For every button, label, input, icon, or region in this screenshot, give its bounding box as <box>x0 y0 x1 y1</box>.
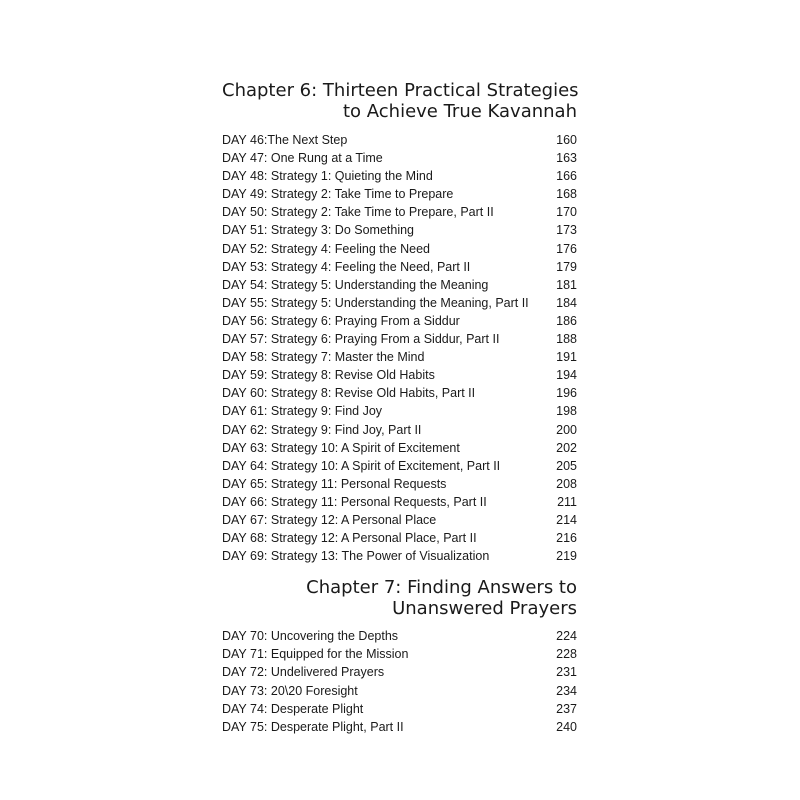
toc-entry-title: DAY 63: Strategy 10: A Spirit of Excitement <box>222 440 460 455</box>
toc-entry-page-number: 188 <box>556 332 577 347</box>
toc-entry-page-number: 205 <box>556 458 577 473</box>
table-of-contents <box>222 80 577 736</box>
toc-entry <box>222 439 577 457</box>
toc-entry <box>222 167 577 185</box>
toc-entry-title: DAY 68: Strategy 12: A Personal Place, Part II <box>222 531 477 546</box>
toc-entry-title: DAY 75: Desperate Plight, Part II <box>222 719 404 734</box>
toc-entry-title: DAY 67: Strategy 12: A Personal Place <box>222 512 437 527</box>
chapter-7-entry-list <box>222 627 577 736</box>
toc-entry <box>222 511 577 529</box>
chapter-7-section <box>222 577 577 736</box>
toc-entry-title: DAY 53: Strategy 4: Feeling the Need, Part II <box>222 259 471 274</box>
toc-entry-title: DAY 70: Uncovering the Depths <box>222 629 399 644</box>
toc-entry-page-number: 166 <box>556 169 577 184</box>
toc-entry-page-number: 228 <box>556 647 577 662</box>
toc-entry-page-number: 173 <box>556 223 577 238</box>
toc-entry-title: DAY 61: Strategy 9: Find Joy <box>222 404 383 419</box>
toc-entry-page-number: 237 <box>556 701 577 716</box>
toc-entry <box>222 221 577 239</box>
toc-entry-title: DAY 47: One Rung at a Time <box>222 151 383 166</box>
toc-entry-title: DAY 51: Strategy 3: Do Something <box>222 223 415 238</box>
toc-entry-page-number: 179 <box>556 259 577 274</box>
toc-entry <box>222 645 577 663</box>
toc-entry <box>222 384 577 402</box>
toc-entry-title: DAY 57: Strategy 6: Praying From a Siddur, Part II <box>222 332 500 347</box>
toc-entry-title: DAY 62: Strategy 9: Find Joy, Part II <box>222 422 422 437</box>
toc-entry <box>222 276 577 294</box>
toc-entry-title: DAY 74: Desperate Plight <box>222 701 364 716</box>
toc-entry <box>222 457 577 475</box>
toc-entry-title: DAY 54: Strategy 5: Understanding the Meaning <box>222 277 489 292</box>
chapter-heading-line: Chapter 6: Thirteen Practical Strategies <box>222 80 579 101</box>
toc-entry-title: DAY 50: Strategy 2: Take Time to Prepare, Part II <box>222 205 494 220</box>
chapter-6-entry-list <box>222 131 577 565</box>
toc-entry <box>222 402 577 420</box>
toc-entry <box>222 240 577 258</box>
toc-entry <box>222 627 577 645</box>
chapter-7-heading <box>222 577 577 619</box>
toc-entry <box>222 330 577 348</box>
toc-entry-page-number: 219 <box>556 549 577 564</box>
toc-entry-page-number: 191 <box>556 350 577 365</box>
toc-entry-page-number: 176 <box>556 241 577 256</box>
toc-entry-page-number: 160 <box>556 133 577 147</box>
toc-entry-page-number: 231 <box>556 665 577 680</box>
toc-entry-page-number: 181 <box>556 277 577 292</box>
toc-entry <box>222 131 577 149</box>
toc-entry-page-number: 234 <box>556 683 577 698</box>
toc-entry-title: DAY 55: Strategy 5: Understanding the Meaning, Part II <box>222 295 529 310</box>
toc-entry-page-number: 170 <box>556 205 577 220</box>
toc-entry-page-number: 214 <box>556 512 577 527</box>
toc-entry-title: DAY 48: Strategy 1: Quieting the Mind <box>222 169 433 184</box>
toc-entry-page-number: 200 <box>556 422 577 437</box>
toc-entry-page-number: 202 <box>556 440 577 455</box>
toc-entry-page-number: 240 <box>556 719 577 734</box>
toc-entry-page-number: 194 <box>556 368 577 383</box>
toc-entry <box>222 700 577 718</box>
toc-entry-page-number: 168 <box>556 187 577 202</box>
toc-entry <box>222 682 577 700</box>
chapter-6-section <box>222 80 577 565</box>
toc-entry-page-number: 198 <box>556 404 577 419</box>
toc-entry-page-number: 216 <box>556 531 577 546</box>
toc-entry <box>222 421 577 439</box>
toc-entry <box>222 348 577 366</box>
toc-entry <box>222 366 577 384</box>
chapter-6-heading <box>222 80 577 122</box>
toc-entry <box>222 475 577 493</box>
toc-entry-title: DAY 72: Undelivered Prayers <box>222 665 385 680</box>
toc-entry <box>222 663 577 681</box>
toc-entry <box>222 258 577 276</box>
toc-entry <box>222 718 577 736</box>
toc-entry-page-number: 184 <box>556 295 577 310</box>
toc-entry-page-number: 224 <box>556 629 577 644</box>
toc-entry-title: DAY 60: Strategy 8: Revise Old Habits, Part II <box>222 386 476 401</box>
toc-entry-title: DAY 64: Strategy 10: A Spirit of Excitement, Part II <box>222 458 501 473</box>
toc-entry-title: DAY 49: Strategy 2: Take Time to Prepare <box>222 187 454 202</box>
toc-entry-title: DAY 56: Strategy 6: Praying From a Siddur <box>222 313 460 328</box>
toc-entry <box>222 529 577 547</box>
toc-entry <box>222 185 577 203</box>
chapter-heading-line: to Achieve True Kavannah <box>342 101 577 122</box>
toc-entry-title: DAY 59: Strategy 8: Revise Old Habits <box>222 368 435 383</box>
toc-entry-page-number: 208 <box>556 476 577 491</box>
toc-entry <box>222 149 577 167</box>
toc-entry <box>222 203 577 221</box>
toc-entry <box>222 294 577 312</box>
toc-entry-page-number: 196 <box>556 386 577 401</box>
toc-entry <box>222 493 577 511</box>
toc-entry-page-number: 186 <box>556 313 577 328</box>
toc-entry-title: DAY 65: Strategy 11: Personal Requests <box>222 476 447 491</box>
toc-entry-title: DAY 58: Strategy 7: Master the Mind <box>222 350 425 365</box>
toc-entry-title: DAY 52: Strategy 4: Feeling the Need <box>222 241 430 256</box>
toc-entry-page-number: 211 <box>557 494 577 509</box>
toc-entry-title: DAY 46:The Next Step <box>222 133 348 147</box>
toc-entry-page-number: 163 <box>556 151 577 166</box>
toc-entry <box>222 312 577 330</box>
toc-entry-title: DAY 73: 20\20 Foresight <box>222 683 358 698</box>
toc-entry-title: DAY 69: Strategy 13: The Power of Visualization <box>222 549 490 564</box>
toc-entry <box>222 547 577 565</box>
toc-entry-title: DAY 66: Strategy 11: Personal Requests, Part II <box>222 494 487 509</box>
toc-entry-title: DAY 71: Equipped for the Mission <box>222 647 409 662</box>
chapter-heading-line: Unanswered Prayers <box>392 598 577 620</box>
chapter-heading-line: Chapter 7: Finding Answers to <box>306 577 577 599</box>
